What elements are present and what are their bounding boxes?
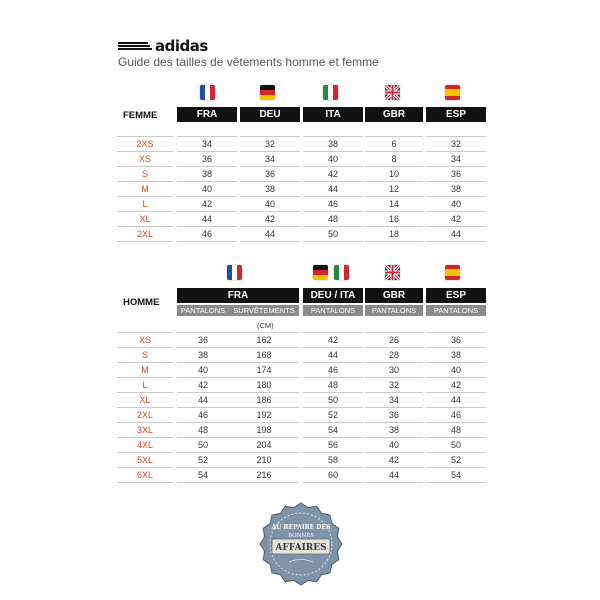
homme-size-value: 38 <box>426 348 486 363</box>
homme-size-value: 38 <box>365 423 423 438</box>
homme-subheader-gbr-pantalons: PANTALONS <box>365 305 423 316</box>
femme-size-value: 36 <box>426 167 486 182</box>
homme-size-value: 26 <box>365 333 423 348</box>
femme-size-value: 16 <box>365 212 423 227</box>
homme-size-value: 58 <box>303 453 363 468</box>
femme-size-label: XL <box>117 212 173 227</box>
femme-header-fra: FRA <box>177 107 237 122</box>
homme-size-value: 54 <box>177 468 229 483</box>
france-flag-icon <box>200 85 215 100</box>
homme-size-value: 60 <box>303 468 363 483</box>
femme-size-value: 34 <box>426 152 486 167</box>
badge-top-text: AU REPAIRE DES <box>271 524 331 531</box>
femme-size-value: 12 <box>365 182 423 197</box>
homme-header-fra: FRA <box>177 288 299 303</box>
adidas-logo <box>118 37 208 55</box>
femme-size-value: 36 <box>177 152 237 167</box>
femme-size-value: 36 <box>240 167 300 182</box>
homme-size-value: 42 <box>426 378 486 393</box>
homme-size-value: 210 <box>229 453 299 468</box>
homme-size-value: 168 <box>229 348 299 363</box>
homme-subheader-esp-pantalons: PANTALONS <box>426 305 486 316</box>
homme-size-value: 42 <box>177 378 229 393</box>
femme-size-value: 44 <box>240 227 300 242</box>
homme-size-value: 46 <box>426 408 486 423</box>
france-flag-icon <box>227 265 242 280</box>
homme-size-value: 40 <box>365 438 423 453</box>
femme-size-value: 40 <box>240 197 300 212</box>
homme-size-value: 30 <box>365 363 423 378</box>
femme-header-deu: DEU <box>240 107 300 122</box>
homme-size-label: 2XL <box>117 408 173 423</box>
femme-size-value: 40 <box>303 152 363 167</box>
homme-size-value: 52 <box>426 453 486 468</box>
femme-header-gbr: GBR <box>365 107 423 122</box>
homme-size-value: 40 <box>177 363 229 378</box>
badge-middle-text: BONNES <box>287 533 315 539</box>
femme-size-value: 42 <box>240 212 300 227</box>
page-subtitle: Guide des tailles de vêtements homme et femme <box>118 55 379 69</box>
homme-header-esp: ESP <box>426 288 486 303</box>
homme-label: HOMME <box>123 297 160 308</box>
femme-size-value: 38 <box>177 167 237 182</box>
homme-size-value: 56 <box>303 438 363 453</box>
femme-size-label: XS <box>117 152 173 167</box>
homme-size-value: 50 <box>426 438 486 453</box>
cm-note: (CM) <box>257 321 274 330</box>
homme-size-value: 42 <box>365 453 423 468</box>
femme-size-value: 46 <box>177 227 237 242</box>
homme-size-label: 5XL <box>117 453 173 468</box>
homme-size-value: 48 <box>177 423 229 438</box>
femme-size-value: 46 <box>303 197 363 212</box>
femme-size-value: 40 <box>426 197 486 212</box>
homme-size-value: 48 <box>303 378 363 393</box>
germany-flag-icon <box>260 85 275 100</box>
italy-flag-icon <box>323 85 338 100</box>
femme-size-value: 42 <box>177 197 237 212</box>
homme-size-label: S <box>117 348 173 363</box>
uk-flag-icon <box>385 265 400 280</box>
homme-size-value: 52 <box>303 408 363 423</box>
homme-size-value: 46 <box>177 408 229 423</box>
homme-subheader-fra-pantalons: PANTALONS <box>177 305 229 316</box>
homme-size-label: 4XL <box>117 438 173 453</box>
homme-size-value: 28 <box>365 348 423 363</box>
homme-size-value: 44 <box>177 393 229 408</box>
homme-size-value: 198 <box>229 423 299 438</box>
homme-header-gbr: GBR <box>365 288 423 303</box>
femme-size-value: 38 <box>240 182 300 197</box>
femme-header-ita: ITA <box>303 107 363 122</box>
femme-size-label: S <box>117 167 173 182</box>
homme-size-value: 38 <box>177 348 229 363</box>
homme-size-value: 54 <box>426 468 486 483</box>
femme-size-value: 42 <box>426 212 486 227</box>
femme-size-value: 32 <box>240 137 300 152</box>
femme-size-value: 44 <box>426 227 486 242</box>
femme-label: FEMME <box>123 110 158 121</box>
homme-size-value: 180 <box>229 378 299 393</box>
homme-size-label: 3XL <box>117 423 173 438</box>
femme-size-value: 14 <box>365 197 423 212</box>
homme-size-label: XL <box>117 393 173 408</box>
homme-subheader-fra-survetements: SURVÊTEMENTS <box>229 305 299 316</box>
logo-text: adidas <box>155 37 208 55</box>
femme-size-value: 44 <box>303 182 363 197</box>
femme-size-value: 44 <box>177 212 237 227</box>
homme-size-value: 44 <box>426 393 486 408</box>
homme-size-value: 46 <box>303 363 363 378</box>
femme-size-value: 38 <box>303 137 363 152</box>
homme-size-label: M <box>117 363 173 378</box>
homme-size-value: 50 <box>177 438 229 453</box>
homme-size-value: 54 <box>303 423 363 438</box>
homme-size-value: 162 <box>229 333 299 348</box>
repaire-badge-logo <box>259 502 343 586</box>
homme-size-value: 48 <box>426 423 486 438</box>
homme-size-label: 6XL <box>117 468 173 483</box>
italy-flag-icon <box>334 265 349 280</box>
femme-size-value: 34 <box>177 137 237 152</box>
femme-size-value: 18 <box>365 227 423 242</box>
uk-flag-icon <box>385 85 400 100</box>
homme-size-value: 36 <box>426 333 486 348</box>
homme-size-value: 34 <box>365 393 423 408</box>
spain-flag-icon <box>445 265 460 280</box>
homme-size-value: 216 <box>229 468 299 483</box>
homme-subheader-deu-ita-pantalons: PANTALONS <box>303 305 363 316</box>
homme-header-deu-ita: DEU / ITA <box>303 288 363 303</box>
homme-size-value: 40 <box>426 363 486 378</box>
homme-size-value: 174 <box>229 363 299 378</box>
femme-size-value: 34 <box>240 152 300 167</box>
femme-size-value: 38 <box>426 182 486 197</box>
spain-flag-icon <box>445 85 460 100</box>
homme-size-value: 192 <box>229 408 299 423</box>
homme-size-label: L <box>117 378 173 393</box>
femme-size-value: 8 <box>365 152 423 167</box>
homme-size-value: 32 <box>365 378 423 393</box>
femme-size-value: 50 <box>303 227 363 242</box>
homme-size-value: 204 <box>229 438 299 453</box>
homme-size-value: 36 <box>365 408 423 423</box>
femme-size-value: 10 <box>365 167 423 182</box>
germany-flag-icon <box>313 265 328 280</box>
femme-size-value: 42 <box>303 167 363 182</box>
femme-size-label: 2XL <box>117 227 173 242</box>
femme-size-value: 6 <box>365 137 423 152</box>
badge-bottom-text: AFFAIRES <box>275 543 327 553</box>
femme-size-label: L <box>117 197 173 212</box>
homme-size-value: 50 <box>303 393 363 408</box>
femme-size-value: 40 <box>177 182 237 197</box>
logo-stripes-icon <box>118 42 152 50</box>
femme-header-esp: ESP <box>426 107 486 122</box>
homme-size-value: 42 <box>303 333 363 348</box>
femme-size-label: 2XS <box>117 137 173 152</box>
femme-size-label: M <box>117 182 173 197</box>
femme-size-value: 48 <box>303 212 363 227</box>
homme-size-value: 44 <box>303 348 363 363</box>
homme-size-value: 36 <box>177 333 229 348</box>
homme-size-label: XS <box>117 333 173 348</box>
homme-size-value: 52 <box>177 453 229 468</box>
femme-size-value: 32 <box>426 137 486 152</box>
homme-size-value: 186 <box>229 393 299 408</box>
homme-size-value: 44 <box>365 468 423 483</box>
